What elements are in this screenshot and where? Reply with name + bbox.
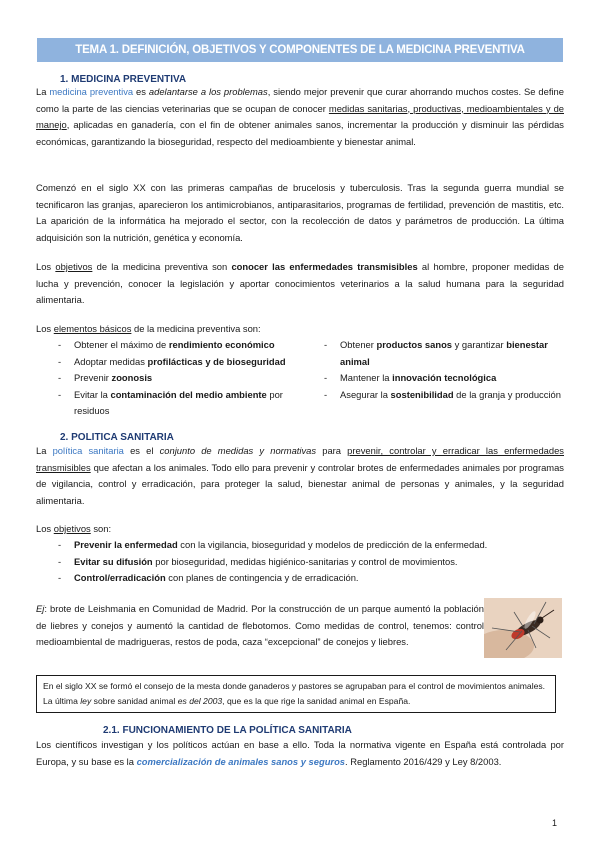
- section-heading-politica-sanitaria: 2. POLITICA SANITARIA: [60, 432, 174, 443]
- list-item: - Evitar la contaminación del medio ambiente por residuos: [36, 387, 298, 420]
- list-item: - Prevenir la enfermedad con la vigilancia, bioseguridad y modelos de predicción de la enfermedad.: [36, 537, 564, 554]
- mosquito-photo-icon: [484, 598, 562, 658]
- list-item: - Obtener el máximo de rendimiento económico: [36, 337, 298, 354]
- page-number: 1: [552, 818, 558, 828]
- list-item: - Control/erradicación con planes de contingencia y de erradicación.: [36, 570, 564, 587]
- elements-list-left: [36, 337, 298, 420]
- list-item: - Adoptar medidas profilácticas y de bioseguridad: [36, 354, 298, 371]
- list-item: - Obtener productos sanos y garantizar bienestar animal: [302, 337, 564, 370]
- paragraph-policy-definition: La política sanitaria es el conjunto de medidas y normativas para prevenir, controlar y erradicar las enfermedades transmisibles que afectan a los animales. Todo ello para prevenir y controlar brotes de enfermedades animales por programas de vigilancia, control y erradicación, para proteger la salud, bienestar animal de personas y animales, y la seguridad alimentaria.: [36, 445, 564, 506]
- note-box-mesta: En el siglo XX se formó el consejo de la mesta donde ganaderos y pastores se agrupaban para el control de movimientos animales. La última ley sobre sanidad animal es del 2003, que es la que rige la sanidad animal en España.: [36, 675, 556, 713]
- paragraph-objectives: Los objetivos de la medicina preventiva son conocer las enfermedades transmisibles al hombre, proponer medidas de lucha y prevención, conocer la legislación y aportar conocimientos veterinarios a la salud humana para la seguridad alimentaria.: [36, 261, 564, 306]
- elements-list-right: [302, 337, 564, 403]
- subsection-heading-funcionamiento: 2.1. FUNCIONAMIENTO DE LA POLÍTICA SANITARIA: [103, 725, 352, 736]
- section-heading-medicina-preventiva: 1. MEDICINA PREVENTIVA: [60, 74, 187, 85]
- list-item: - Prevenir zoonosis: [36, 370, 298, 387]
- list-item: - Evitar su difusión por bioseguridad, medidas higiénico-sanitarias y control de movimientos.: [36, 554, 564, 571]
- paragraph-elements-intro: Los elementos básicos de la medicina preventiva son:: [36, 323, 261, 334]
- policy-objectives-list: [36, 537, 564, 587]
- paragraph-history: Comenzó en el siglo XX con las primeras campañas de brucelosis y tuberculosis. Tras la segunda guerra mundial se tecnificaron las granjas, aparecieron los antimicrobianos, antiparasitarios, programas de fertilidad, prevención de mastitis, etc. La aparición de la informática ha mejorado el sector, con la recolección de datos y parámetros de producción. La última adquisición son la nutrición, genética y economía.: [36, 182, 564, 243]
- list-item: - Asegurar la sostenibilidad de la granja y producción: [302, 387, 564, 404]
- paragraph-definition: La medicina preventiva es adelantarse a los problemas, siendo mejor prevenir que curar ahorrando muchos costes. Se define como la parte de las ciencias veterinarias que se ocupan de conocer medidas sanitarias, productivas, medioambientales y de manejo, aplicadas en ganadería, con el fin de obtener animales sanos, incrementar la producción y disminuir las pérdidas económicas, garantizando la bioseguridad, respecto del medioambiente y bienestar animal.: [36, 86, 564, 147]
- paragraph-functioning: Los científicos investigan y los políticos actúan en base a ello. Toda la normativa vigente en España está controlada por Europa, y su base es la comercialización de animales sanos y seguros. Reglamento 2016/429 y Ley 8/2003.: [36, 739, 564, 767]
- list-item: - Mantener la innovación tecnológica: [302, 370, 564, 387]
- document-title: TEMA 1. DEFINICIÓN, OBJETIVOS Y COMPONENTES DE LA MEDICINA PREVENTIVA: [37, 38, 563, 62]
- paragraph-policy-objectives-intro: Los objetivos son:: [36, 523, 112, 534]
- paragraph-example-leishmania: Ej: brote de Leishmania en Comunidad de Madrid. Por la construcción de un parque aumentó la población de liebres y conejos y aumentó la cantidad de flebotomos. Como medidas de control, tenemos: control medioambiental de madrigueras, restos de poda, caza “excepcional” de conejos y liebres.: [36, 603, 484, 648]
